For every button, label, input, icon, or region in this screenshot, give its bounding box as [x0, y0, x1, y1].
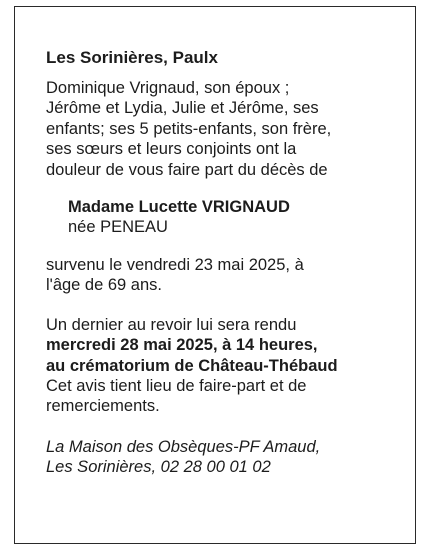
- obituary-notice: [46, 48, 406, 478]
- announcement-paragraph: [46, 78, 406, 180]
- funeral-home-paragraph: [46, 437, 406, 478]
- funeral-home-contact: Les Sorinières, 02 28 00 01 02: [46, 458, 271, 477]
- death-details-line: survenu le vendredi 23 mai 2025, à: [46, 256, 304, 275]
- death-details-paragraph: [46, 255, 406, 296]
- announcement-line: ses sœurs et leurs conjoints ont la: [46, 140, 297, 159]
- notice-location-heading: Les Sorinières, Paulx: [46, 48, 218, 67]
- announcement-line: enfants; ses 5 petits-enfants, son frère,: [46, 119, 332, 138]
- ceremony-intro: Un dernier au revoir lui sera rendu: [46, 315, 297, 334]
- maiden-name: née PENEAU: [68, 218, 168, 237]
- ceremony-place: au crématorium de Château-Thébaud: [46, 356, 338, 375]
- announcement-line: douleur de vous faire part du décès de: [46, 160, 328, 179]
- deceased-name: Madame Lucette VRIGNAUD: [68, 198, 290, 217]
- ceremony-date: mercredi 28 mai 2025, à 14 heures,: [46, 336, 318, 355]
- announcement-line: Dominique Vrignaud, son époux ;: [46, 79, 290, 97]
- funeral-home-name: La Maison des Obsèques-PF Amaud,: [46, 437, 321, 456]
- thanks-line: Cet avis tient lieu de faire-part et de: [46, 377, 307, 396]
- thanks-line: remerciements.: [46, 397, 160, 416]
- ceremony-paragraph: [46, 315, 406, 417]
- deceased-block: [68, 197, 406, 237]
- announcement-line: Jérôme et Lydia, Julie et Jérôme, ses: [46, 99, 319, 118]
- death-details-line: l'âge de 69 ans.: [46, 276, 162, 295]
